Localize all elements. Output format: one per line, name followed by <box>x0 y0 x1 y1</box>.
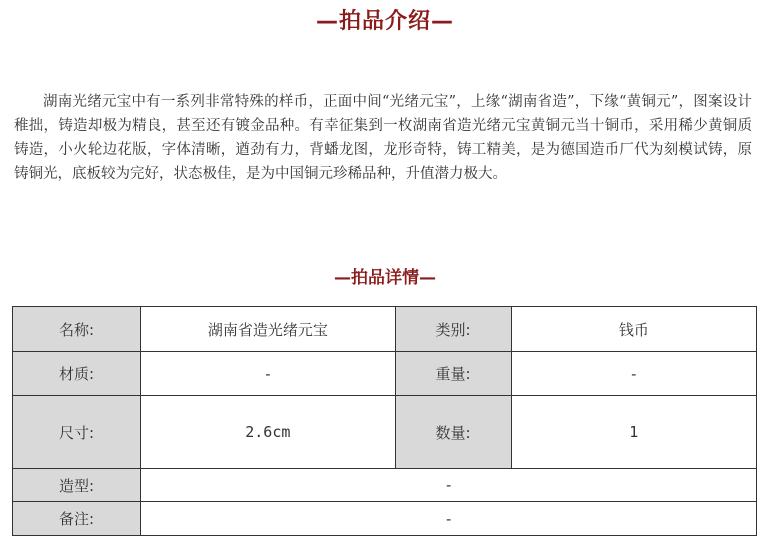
intro-paragraph: 湖南光绪元宝中有一系列非常特殊的样币，正面中间“光绪元宝”，上缘“湖南省造”，下缘“黄铜元”，图案设计稚拙，铸造却极为精良，甚至还有镀金品种。有幸征集到一枚湖南省造光绪元宝黄铜元当十铜币，采用稀少黄铜质铸造，小火轮边花版，字体清晰，遒劲有力，背蟠龙图，龙形奇特，铸工精美，是为德国造币厂代为刻模试铸，原铸铜光，底板较为完好，状态极佳，是为中国铜元珍稀品种，升值潜力极大。 <box>14 94 752 182</box>
remarks-label: 备注: <box>13 502 141 536</box>
quantity-label: 数量: <box>395 396 511 469</box>
table-row <box>13 469 757 502</box>
category-label: 类别: <box>395 307 511 352</box>
size-value: 2.6cm <box>141 396 395 469</box>
shape-label: 造型: <box>13 469 141 502</box>
details-title: —拍品详情— <box>334 268 436 288</box>
details-table <box>12 306 757 536</box>
weight-label: 重量: <box>395 352 511 396</box>
material-value: - <box>141 352 395 396</box>
name-label: 名称: <box>13 307 141 352</box>
table-row <box>13 307 757 352</box>
shape-value: - <box>141 469 757 502</box>
material-label: 材质: <box>13 352 141 396</box>
name-value: 湖南省造光绪元宝 <box>141 307 395 352</box>
table-row <box>13 502 757 536</box>
page-title: —拍品介绍— <box>315 9 454 34</box>
quantity-value: 1 <box>511 396 756 469</box>
size-label: 尺寸: <box>13 396 141 469</box>
remarks-value: - <box>141 502 757 536</box>
table-row <box>13 396 757 469</box>
weight-value: - <box>511 352 756 396</box>
table-row <box>13 352 757 396</box>
category-value: 钱币 <box>511 307 756 352</box>
